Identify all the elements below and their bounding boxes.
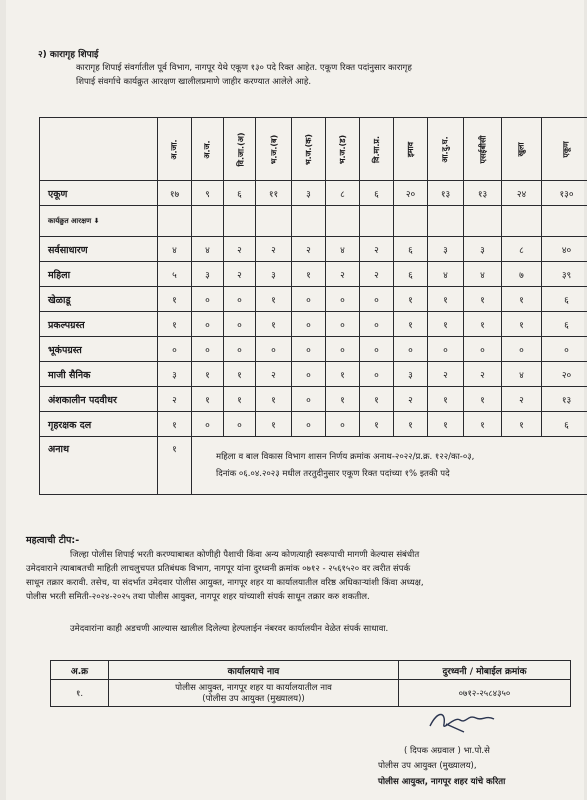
table-cell: ६	[394, 262, 428, 287]
column-header: एकूण	[542, 118, 587, 181]
table-cell: ३	[292, 181, 326, 206]
table-cell: ०	[292, 387, 326, 412]
table-cell: १	[158, 312, 192, 337]
column-header: भ.ज.(ब)	[256, 118, 292, 181]
row-label: माजी सैनिक	[40, 362, 158, 387]
table-row	[40, 387, 587, 412]
table-cell: १	[326, 362, 360, 387]
table-row	[40, 312, 587, 337]
important-note-line: जिल्हा पोलीस शिपाई भरती करण्याबाबत कोणीही पैशाची किंवा अन्य कोणत्याही स्वरूपाची मागणी केल्यास संबंधीत	[70, 550, 420, 560]
table-cell: २०	[394, 181, 428, 206]
table-cell: ०	[192, 287, 224, 312]
row-label: गृहरक्षक दल	[40, 412, 158, 437]
table-cell: १	[224, 362, 256, 387]
important-note-line: उमेदवाराने त्याबाबतची माहिती लाचलुचपत प्रतिबंधक विभाग, नागपूर यांना दुरध्वनी क्रमांक ०७१२ - २५६१५२० वर त्वरीत संपर्क	[26, 564, 411, 574]
important-note-line: पोलीस भरती समिती-२०२४-२०२५ तथा पोलीस आयुक्त, नागपूर शहर यांच्याशी संपर्क साधून तक्रार करु शकतील.	[26, 592, 370, 602]
table-cell	[502, 206, 542, 237]
table-cell: ०	[326, 337, 360, 362]
table-cell: १	[158, 412, 192, 437]
table-cell: ६	[542, 412, 587, 437]
row-label: भूकंपग्रस्त	[40, 337, 158, 362]
anath-note-line-1: महिला व बाल विकास विभाग शासन निर्णय क्रमांक अनाथ-२०२२/प्र.क्र. १२२/का-०३,	[216, 451, 475, 462]
table-cell: ६	[542, 312, 587, 337]
contact-header-row	[51, 661, 571, 680]
helpline-line: उमेदवारांना काही अडचणी आल्यास खालील दिलेल्या हेल्पलाईन नंबरवर कार्यालयीन वेळेत संपर्क साधावा.	[70, 624, 389, 634]
table-cell: ०	[224, 337, 256, 362]
table-cell: १	[326, 387, 360, 412]
table-cell: २	[292, 237, 326, 262]
table-cell: २०	[542, 362, 587, 387]
table-row	[40, 362, 587, 387]
contact-phone: ०७१२-२५८४३५०	[399, 680, 571, 707]
table-cell	[224, 206, 256, 237]
table-cell: १	[428, 412, 464, 437]
table-row	[40, 181, 587, 206]
table-cell: ०	[394, 337, 428, 362]
table-row	[40, 206, 587, 237]
table-cell: ०	[360, 312, 394, 337]
table-cell: १	[224, 387, 256, 412]
table-cell: ०	[502, 337, 542, 362]
table-cell: ७	[502, 262, 542, 287]
row-label: एकूण	[40, 181, 158, 206]
table-cell: १	[360, 387, 394, 412]
table-cell: ६	[542, 287, 587, 312]
table-cell: ४	[192, 237, 224, 262]
table-cell: ३	[158, 362, 192, 387]
table-cell: ६	[394, 237, 428, 262]
table-cell: ३	[256, 262, 292, 287]
handwritten-signature	[424, 706, 504, 740]
row-label: कार्यक्रुत आरक्षण ⬇	[40, 206, 158, 237]
table-cell: २	[428, 362, 464, 387]
table-cell: ०	[542, 337, 587, 362]
table-cell: १	[192, 362, 224, 387]
signatory-for-line: पोलीस आयुक्त, नागपूर शहर यांचे करिता	[378, 777, 506, 787]
table-row	[40, 287, 587, 312]
table-cell: ४	[428, 262, 464, 287]
table-cell: १	[428, 287, 464, 312]
column-header: वि.मा.प्र.	[360, 118, 394, 181]
table-cell: ०	[360, 337, 394, 362]
table-cell	[192, 206, 224, 237]
table-cell: १	[292, 262, 326, 287]
table-cell: ०	[292, 312, 326, 337]
table-cell: २	[256, 362, 292, 387]
table-cell: १	[394, 312, 428, 337]
table-cell: ९	[192, 181, 224, 206]
row-label: प्रकल्पग्रस्त	[40, 312, 158, 337]
table-cell: १३	[464, 181, 502, 206]
signatory-designation: पोलीस उप आयुक्त (मुख्यालय),	[378, 761, 477, 771]
table-cell	[360, 206, 394, 237]
anath-value: १	[158, 437, 192, 495]
contact-header-sr: अ.क्र	[51, 661, 109, 680]
table-cell: १	[256, 312, 292, 337]
table-cell: २४	[502, 181, 542, 206]
table-cell: ०	[360, 287, 394, 312]
row-label: महिला	[40, 262, 158, 287]
table-cell: २	[224, 237, 256, 262]
table-cell	[542, 206, 587, 237]
intro-line-2: शिपाई संवर्गाचे कार्यक्रुत आरक्षण खालीलप्रमाणे जाहीर करण्यात आलेले आहे.	[76, 77, 312, 87]
table-cell: ३	[464, 237, 502, 262]
anath-note	[192, 437, 587, 495]
table-cell: ०	[224, 412, 256, 437]
column-header: भ.ज.(ड)	[326, 118, 360, 181]
table-cell: ३	[192, 262, 224, 287]
table-cell: १	[394, 412, 428, 437]
table-cell: ०	[224, 312, 256, 337]
table-cell: ३९	[542, 262, 587, 287]
contact-office	[109, 680, 399, 707]
row-label: अनाथ	[40, 437, 158, 495]
column-header: अ.ज.	[192, 118, 224, 181]
row-label: खेळाडू	[40, 287, 158, 312]
anath-note-line-2: दिनांक ०६.०४.२०२३ मधील तरतुदीनुसार एकूण रिक्त पदांच्या १% इतकी पदे	[216, 468, 450, 479]
row-label: अंशकालीन पदवीधर	[40, 387, 158, 412]
table-cell: १	[158, 287, 192, 312]
signatory-name: ( दिपक अग्रवाल ) भा.पो.से	[404, 746, 490, 756]
table-cell: १	[256, 412, 292, 437]
table-cell: २	[256, 237, 292, 262]
table-cell: १	[502, 312, 542, 337]
table-cell: १३	[542, 387, 587, 412]
section-title: २) कारागृह शिपाई	[38, 50, 99, 60]
table-cell: १	[428, 387, 464, 412]
table-header-row	[40, 118, 587, 181]
table-cell: ०	[428, 337, 464, 362]
column-header: खुला	[502, 118, 542, 181]
table-cell: २	[360, 262, 394, 287]
table-cell: २	[326, 262, 360, 287]
table-cell: ०	[292, 412, 326, 437]
table-cell	[326, 206, 360, 237]
table-row	[40, 337, 587, 362]
important-note-body	[26, 548, 578, 604]
table-cell: १	[464, 312, 502, 337]
table-cell: ६	[360, 181, 394, 206]
table-cell: ८	[326, 181, 360, 206]
table-cell: ०	[360, 362, 394, 387]
important-note-line: साधून तक्रार करावी. तसेच, या संदर्भात उमेदवार पोलीस आयुक्त, नागपूर शहर या कार्यालयातील वरिष्ठ अधिकाऱ्यांशी किंवा अध्यक्ष,	[26, 578, 424, 588]
table-cell	[158, 206, 192, 237]
table-cell: १	[394, 287, 428, 312]
table-cell: १	[256, 287, 292, 312]
table-cell: १	[464, 387, 502, 412]
table-cell: ५	[158, 262, 192, 287]
table-cell: २	[360, 237, 394, 262]
table-cell	[428, 206, 464, 237]
contact-header-office: कार्यालयाचे नाव	[109, 661, 399, 680]
contact-sr: १.	[51, 680, 109, 707]
table-cell: २	[394, 387, 428, 412]
table-header-corner	[40, 118, 158, 181]
table-cell: ०	[292, 287, 326, 312]
table-cell: ४	[502, 362, 542, 387]
column-header: भ.ज.(क)	[292, 118, 326, 181]
intro-line-1: कारागृह शिपाई संवर्गातील पूर्व विभाग, नागपूर येथे एकूण १३० पदे रिक्त आहेत. एकूण रिक्त पदांनुसार कारागृह	[76, 63, 412, 73]
table-cell: २	[158, 387, 192, 412]
table-cell: १	[360, 412, 394, 437]
column-header: इमाव	[394, 118, 428, 181]
table-cell: १	[464, 412, 502, 437]
table-cell: ४०	[542, 237, 587, 262]
table-cell: ०	[192, 312, 224, 337]
contact-office-line-2: (पोलीस उप आयुक्त (मुख्यालय))	[202, 694, 305, 704]
contact-row	[51, 680, 571, 707]
table-cell: ०	[192, 337, 224, 362]
contact-header-phone: दुरध्वनी / मोबाईल क्रमांक	[399, 661, 571, 680]
table-cell: ०	[326, 312, 360, 337]
table-cell: ०	[158, 337, 192, 362]
table-cell	[394, 206, 428, 237]
table-cell: ०	[224, 287, 256, 312]
table-cell: ४	[326, 237, 360, 262]
table-cell: ०	[464, 337, 502, 362]
table-cell: ४	[158, 237, 192, 262]
table-cell: १	[502, 287, 542, 312]
document-page	[6, 0, 584, 800]
table-cell: २	[502, 387, 542, 412]
table-cell: ३	[394, 362, 428, 387]
table-cell: ३	[428, 237, 464, 262]
table-cell: १	[464, 287, 502, 312]
table-cell	[256, 206, 292, 237]
column-header: आ.दु.घ.	[428, 118, 464, 181]
table-cell: १३	[428, 181, 464, 206]
row-label: सर्वसाधारण	[40, 237, 158, 262]
table-row	[40, 237, 587, 262]
table-cell: ०	[292, 337, 326, 362]
table-cell: २	[464, 362, 502, 387]
table-cell: १	[192, 387, 224, 412]
table-cell: ०	[292, 362, 326, 387]
table-row	[40, 262, 587, 287]
table-cell: १	[428, 312, 464, 337]
table-cell	[292, 206, 326, 237]
table-cell: ०	[326, 412, 360, 437]
contact-office-line-1: पोलीस आयुक्त, नागपूर शहर या कार्यालयातील नाव	[175, 683, 332, 693]
table-cell: १	[502, 412, 542, 437]
table-cell: ८	[502, 237, 542, 262]
reservation-table	[39, 117, 587, 495]
column-header: एसईबीसी	[464, 118, 502, 181]
important-note-title: महत्वाची टीप:-	[26, 535, 80, 546]
table-cell: २	[224, 262, 256, 287]
table-cell: ०	[256, 337, 292, 362]
table-cell: ०	[326, 287, 360, 312]
table-cell: ११	[256, 181, 292, 206]
table-cell: ०	[192, 412, 224, 437]
table-cell: १७	[158, 181, 192, 206]
table-cell: १३०	[542, 181, 587, 206]
table-cell: १	[256, 387, 292, 412]
table-row-anath	[40, 437, 587, 495]
contact-table	[50, 660, 571, 707]
column-header: वि.जा.(अ)	[224, 118, 256, 181]
table-cell: ६	[224, 181, 256, 206]
table-cell: ४	[464, 262, 502, 287]
table-row	[40, 412, 587, 437]
table-cell	[464, 206, 502, 237]
column-header: अ.जा.	[158, 118, 192, 181]
